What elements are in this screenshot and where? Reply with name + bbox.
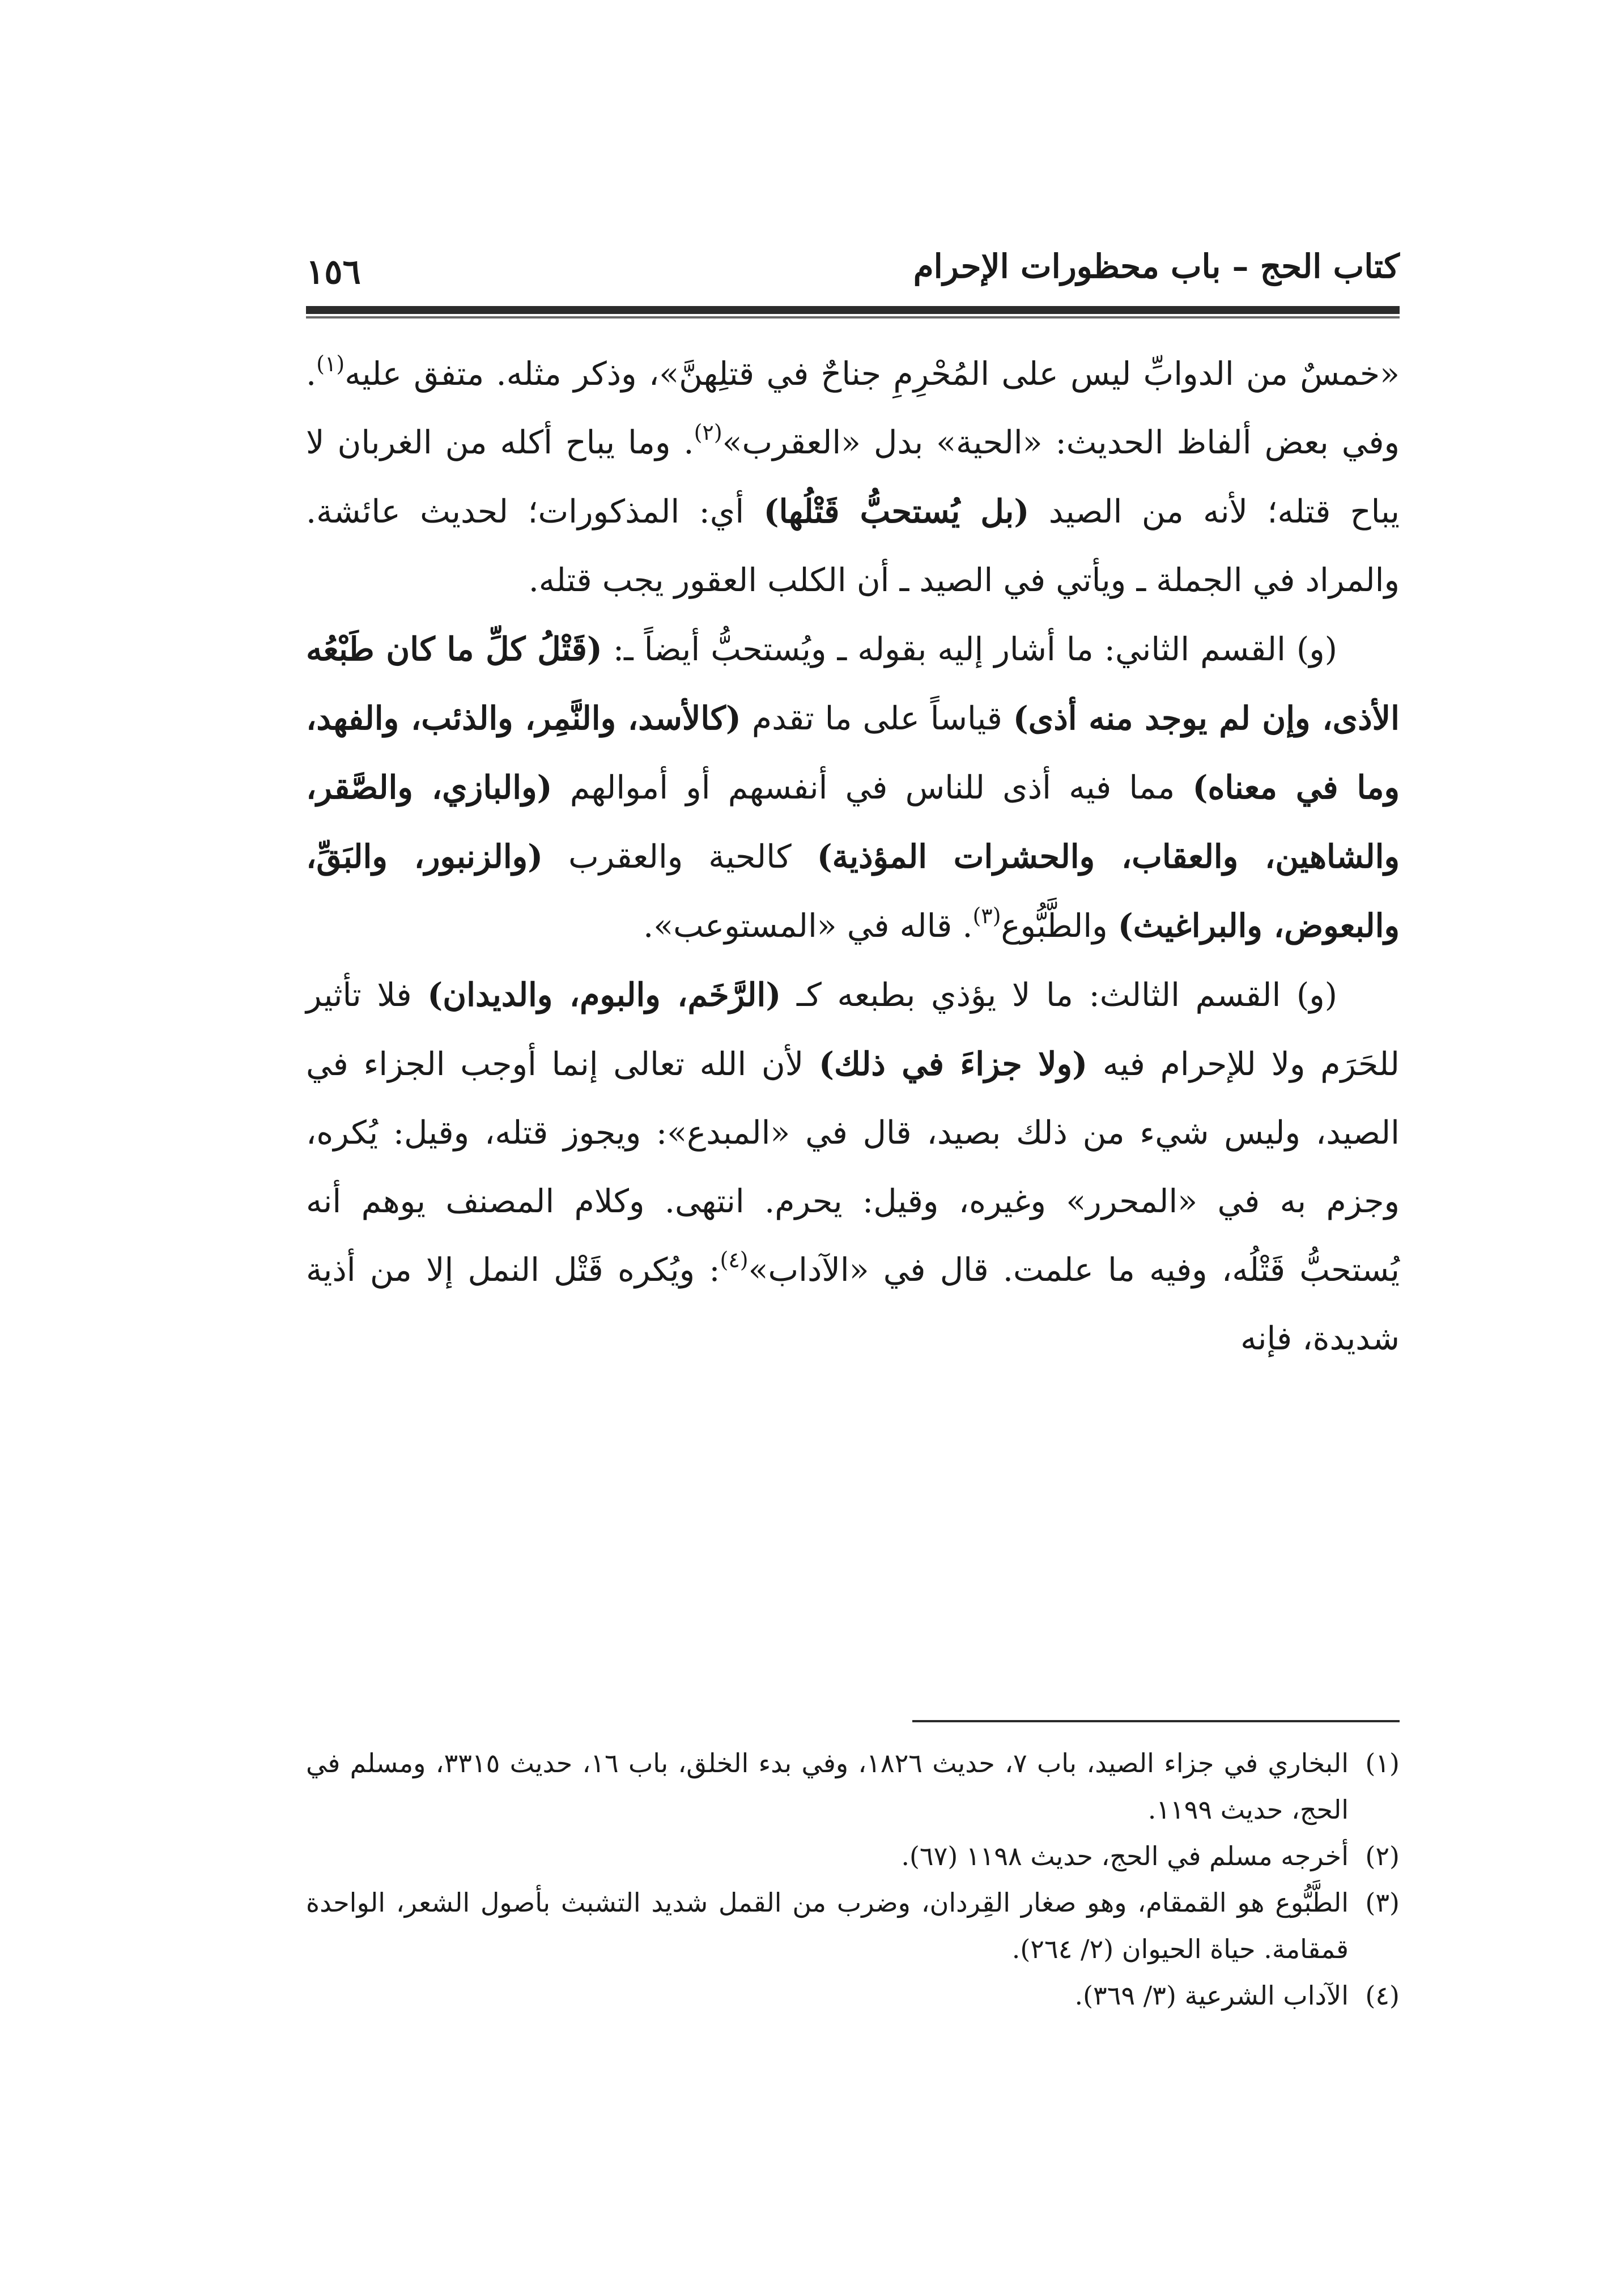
text-run: قياساً على ما تقدم xyxy=(741,700,1013,737)
text-run: مما فيه أذى للناس في أنفسهم أو أموالهم xyxy=(552,769,1193,806)
footnote-ref-3: (٣) xyxy=(972,903,1001,928)
page-number: ١٥٦ xyxy=(306,252,361,292)
footnote-separator xyxy=(912,1720,1400,1722)
main-text xyxy=(306,340,1400,1373)
footnote-ref-2: (٢) xyxy=(694,420,722,445)
footnote-1 xyxy=(306,1740,1400,1833)
header-rule-thin xyxy=(306,316,1400,319)
text-run: (و) القسم الثالث: ما لا يؤذي بطبعه كـ xyxy=(781,976,1337,1014)
text-run: : ويُكره قَتْل النمل إلا من أذية شديدة، فإنه xyxy=(306,1251,1400,1357)
matn-text: (والزنبور، والبَقِّ، والبعوض، والبراغيث) xyxy=(306,838,1400,945)
footnote-text: البخاري في جزاء الصيد، باب ٧، حديث ١٨٢٦، وفي بدء الخلق، باب ١٦، حديث ٣٣١٥، ومسلم في الحج، حديث ١١٩٩. xyxy=(306,1748,1349,1825)
running-title: كتاب الحج – باب محظورات الإحرام xyxy=(913,247,1400,286)
matn-text: (الرَّخَم، والبوم، والديدان) xyxy=(427,976,781,1014)
footnote-text: أخرجه مسلم في الحج، حديث ١١٩٨ (٦٧). xyxy=(901,1841,1349,1871)
header-rule xyxy=(306,306,1400,314)
text-run: لأن الله تعالى إنما أوجب الجزاء في الصيد، وليس شيء من ذلك بصيد، قال في «المبدع»: ويجوز قتله، وقيل: يُكره، وجزم به في «المحرر» وغيره، وقيل: يحرم. انتهى. وكلام المصنف يوهم أنه يُستحبُّ قَتْلُه، وفيه ما علمت. قال في «الآداب» xyxy=(306,1046,1400,1289)
footnote-text: الآداب الشرعية (٣/ ٣٦٩). xyxy=(1074,1980,1349,2011)
footnote-ref-1: (١) xyxy=(316,351,345,376)
text-run: أي: المذكورات؛ لحديث عائشة. والمراد في الجملة ـ ويأتي في الصيد ـ أن الكلب العقور يجب قتله. xyxy=(306,493,1400,599)
footnote-number: (٤) xyxy=(1365,1980,1400,2011)
footnote-3 xyxy=(306,1879,1400,1972)
paragraph-3 xyxy=(306,961,1400,1373)
paragraph-1 xyxy=(306,340,1400,615)
footnotes xyxy=(306,1740,1400,2019)
text-run: . وما يباح أكله من الغربان لا يباح قتله؛ لأنه من الصيد xyxy=(306,424,1400,530)
matn-text: (قَتْلُ كلِّ ما كان طَبْعُه الأذى، وإن لم يوجد منه أذى) xyxy=(306,630,1400,737)
footnote-text: الطَّبُّوع هو القمقام، وهو صغار القِردان، وضرب من القمل شديد التشبث بأصول الشعر، الواحدة قمقامة. حياة الحيوان (٢/ ٢٦٤). xyxy=(306,1887,1349,1964)
paragraph-2 xyxy=(306,615,1400,961)
page-header xyxy=(306,238,1400,306)
text-run: كالحية والعقرب xyxy=(543,838,817,876)
text-run: . قاله في «المستوعب». xyxy=(643,907,973,945)
footnote-ref-4: (٤) xyxy=(720,1247,749,1272)
footnote-number: (١) xyxy=(1365,1748,1400,1778)
footnote-2 xyxy=(306,1833,1400,1879)
footnote-number: (٢) xyxy=(1365,1841,1400,1871)
text-run: (و) القسم الثاني: ما أشار إليه بقوله ـ ويُستحبُّ أيضاً ـ: xyxy=(602,631,1337,668)
text-run: . وفي بعض ألفاظ الحديث: «الحية» بدل «العقرب» xyxy=(306,355,1400,461)
matn-text: (ولا جزاءَ في ذلك) xyxy=(819,1045,1088,1083)
footnote-4 xyxy=(306,1972,1400,2019)
footnote-number: (٣) xyxy=(1365,1887,1400,1918)
matn-text: (كالأسد، والنَّمِر، والذئب، والفهد، وما في معناه) xyxy=(306,699,1400,806)
text-run: والطَّبُّوع xyxy=(1001,907,1118,945)
matn-text: (والبازي، والصَّقر، والشاهين، والعقاب، والحشرات المؤذية) xyxy=(306,768,1400,876)
matn-text: (بل يُستحبُّ قَتْلُها) xyxy=(763,492,1030,530)
text-run: فلا تأثير للحَرَم ولا للإحرام فيه xyxy=(306,976,1400,1083)
text-run: «خمسٌ من الدوابِّ ليس على المُحْرِمِ جناحٌ في قتلِهنَّ»، وذكر مثله. متفق عليه xyxy=(345,355,1400,393)
